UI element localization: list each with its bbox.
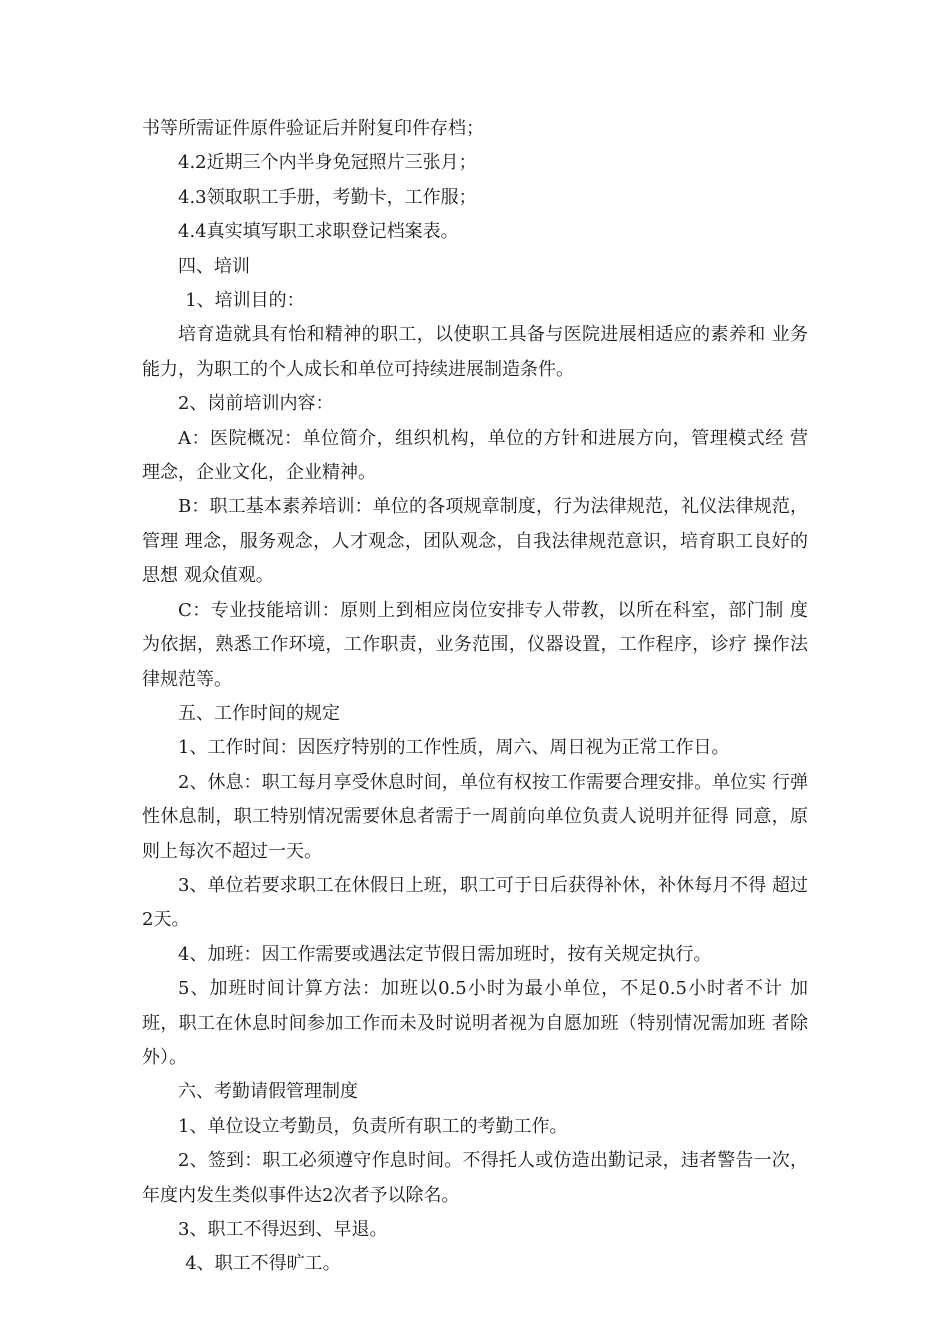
paragraph-attendance-2: 2、签到：职工必须遵守作息时间。不得托人或仿造出勤记录，违者警告一次，年度内发生类似事件达2次者予以除名。 [142, 1150, 808, 1206]
paragraph-training-b: B：职工基本素养培训：单位的各项规章制度，行为法律规范，礼仪法律规范，管理 理念，服务观念，人才观念，团队观念，自我法律规范意识，培育职工良好的思想 观众值观。 [142, 496, 808, 587]
paragraph-training-a: A：医院概况：单位简介，组织机构，单位的方针和进展方向，管理模式经 营理念，企业文化，企业精神。 [142, 427, 808, 484]
paragraph-work-time-1: 1、工作时间：因医疗特别的工作性质，周六、周日视为正常工作日。 [178, 737, 730, 759]
paragraph-training-c: C：专业技能培训：原则上到相应岗位安排专人带教，以所在科室，部门制 度为依据，熟悉工作环境，工作职责，业务范围，仪器设置，工作程序，诊疗 操作法律规范等。 [142, 599, 808, 690]
paragraph-continuation: 书等所需证件原件验证后并附复印件存档； [142, 118, 484, 139]
subheading-pre-job-training: 2、岗前培训内容： [178, 393, 334, 415]
section-heading-work-time: 五、工作时间的规定 [178, 702, 340, 724]
paragraph-training-purpose: 培育造就具有怡和精神的职工，以使职工具备与医院进展相适应的素养和 业务能力，为职工的个人成长和单位可持续进展制造条件。 [142, 324, 808, 380]
paragraph-item-4-2: 4.2近期三个内半身免冠照片三张月； [178, 152, 477, 174]
paragraph-item-4-4: 4.4真实填写职工求职登记档案表。 [178, 221, 459, 243]
subheading-training-purpose: 1、培训目的： [185, 290, 305, 312]
paragraph-attendance-3: 3、职工不得迟到、早退。 [178, 1219, 388, 1240]
paragraph-work-time-3: 3、单位若要求职工在休假日上班，职工可于日后获得补休，补休每月不得 超过2天。 [142, 874, 808, 931]
paragraph-work-time-5: 5、加班时间计算方法：加班以0.5小时为最小单位，不足0.5小时者不计 加班，职工在休息时间参加工作而未及时说明者视为自愿加班（特别情况需加班 者除外）。 [142, 978, 808, 1068]
paragraph-work-time-4: 4、加班：因工作需要或遇法定节假日需加班时，按有关规定执行。 [178, 943, 712, 965]
paragraph-attendance-4: 4、职工不得旷工。 [185, 1253, 341, 1275]
paragraph-work-time-2: 2、休息：职工每月享受休息时间，单位有权按工作需要合理安排。单位实 行弹性休息制，职工特别情况需要休息者需于一周前向单位负责人说明并征得 同意，原则上每次不超过一天。 [142, 771, 808, 862]
paragraph-item-4-3: 4.3领取职工手册，考勤卡，工作服； [178, 186, 477, 208]
section-heading-attendance: 六、考勤请假管理制度 [178, 1081, 358, 1103]
document-page [142, 112, 808, 1282]
paragraph-attendance-1: 1、单位设立考勤员，负责所有职工的考勤工作。 [178, 1115, 568, 1137]
section-heading-training: 四、培训 [178, 255, 250, 277]
